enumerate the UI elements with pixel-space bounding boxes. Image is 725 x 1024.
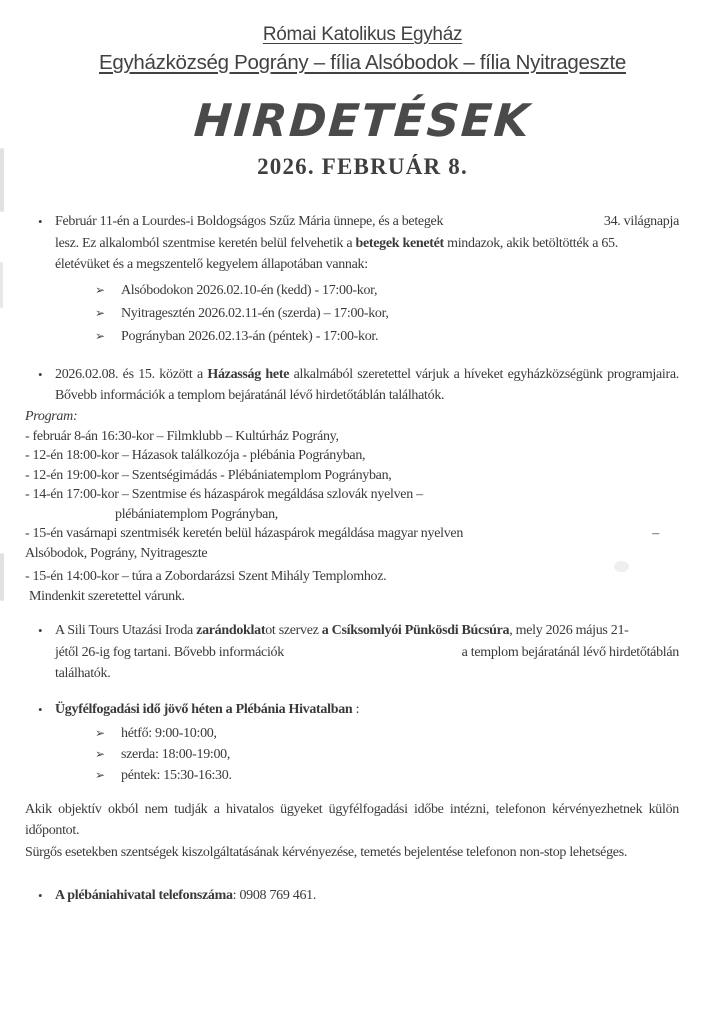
section-marriage-week	[25, 364, 679, 607]
text-run: ot szervez	[265, 623, 322, 638]
schedule-item-text: Nyitragesztén 2026.02.11-én (szerda) – 17:00-kor,	[121, 305, 389, 321]
arrow-bullet-icon: ➢	[95, 328, 105, 343]
program-line: Alsóbodok, Pográny, Nyitrageszte	[25, 545, 208, 561]
text-run: –	[652, 526, 659, 541]
program-line: plébániatemplom Pogrányban,	[115, 506, 278, 522]
program-line: - 12-én 18:00-kor – Házasok találkozója - plébánia Pogrányban,	[25, 448, 366, 463]
closing-notes	[25, 799, 679, 864]
text-run: lesz. Ez alkalomból szentmise keretén belül felvehetik a	[55, 235, 356, 251]
section-sick-day	[25, 211, 679, 348]
office-hours-item	[95, 765, 679, 786]
text-run: :	[352, 701, 360, 717]
phone-label: A plébániahivatal telefonszáma	[55, 888, 233, 903]
text-run: , mely 2026 május 21-	[509, 623, 629, 638]
text-run: jétől 26-ig fog tartani. Bővebb információk	[55, 644, 284, 660]
date-heading: 2026. FEBRUÁR 8.	[257, 154, 468, 179]
page-title: HIRDETÉSEK	[192, 94, 533, 147]
text-run-bold: a Csíksomlyói Pünkösdi Búcsúra	[321, 623, 510, 638]
schedule-item	[95, 325, 679, 348]
text-run: 2026.02.08. és 15. között a	[55, 366, 208, 382]
schedule-item-text: Pogrányban 2026.02.13-án (péntek) - 17:00-kor.	[121, 328, 379, 344]
section-pilgrimage	[25, 620, 679, 685]
document-body	[25, 211, 679, 907]
office-hours-item	[95, 744, 679, 765]
scan-artifact	[614, 561, 629, 572]
scan-artifact	[0, 148, 4, 212]
office-hours-text: szerda: 18:00-19:00,	[121, 746, 231, 762]
office-hours-text: hétfő: 9:00-10:00,	[121, 725, 217, 741]
office-hours-list	[95, 723, 679, 786]
text-run: alkalmából szeretettel várjuk a híveket egyházközségünk programjaira. Bővebb információk a templom bejáratánál lévő hirdetőtáblán találhatók.	[55, 366, 679, 403]
office-hours-item	[95, 723, 679, 744]
arrow-bullet-icon: ➢	[95, 767, 105, 782]
text-run-bold: betegek kenetét	[355, 235, 444, 251]
office-hours-heading	[55, 699, 679, 721]
note-paragraph: Sürgős esetekben szentségek kiszolgáltatásának kérvényezése, temetés bejelentése telefonon non-stop lehetséges.	[25, 844, 628, 860]
phone-number: : 0908 769 461.	[232, 888, 317, 903]
text-run-bold: Házasság hete	[207, 366, 290, 382]
program-line: - 15-én 14:00-kor – túra a Zobordarázsi Szent Mihály Templomhoz.	[25, 569, 387, 584]
bullet-icon: •	[38, 888, 43, 903]
arrow-bullet-icon: ➢	[95, 282, 105, 297]
program-line: - 14-én 17:00-kor – Szentmise és házaspárok megáldása szlovák nyelven –	[25, 487, 423, 502]
paragraph-line: életévüket és a megszentelő kegyelem állapotában vannak:	[55, 257, 368, 272]
parish-line: Egyházközség Pográny – fília Alsóbodok – fília Nyitrageszte	[99, 51, 626, 74]
text-run: A Sili Tours Utazási Iroda	[55, 623, 197, 638]
schedule-item	[95, 279, 679, 302]
paragraph-line: találhatók.	[55, 666, 111, 681]
bullet-icon: •	[38, 214, 43, 229]
schedule-list	[95, 279, 679, 348]
bullet-icon: •	[38, 701, 43, 717]
org-name: Római Katolikus Egyház	[262, 24, 463, 45]
paragraph-line	[55, 642, 679, 664]
paragraph	[55, 364, 679, 407]
paragraph-line	[55, 211, 679, 233]
phone-line	[55, 885, 679, 907]
text-run: 34. világnapja	[603, 214, 679, 229]
scan-artifact	[0, 553, 4, 601]
bullet-icon: •	[38, 623, 43, 638]
arrow-bullet-icon: ➢	[95, 746, 105, 761]
text-run: mindazok, akik betöltötték a 65.	[443, 235, 618, 251]
bullet-icon: •	[38, 366, 43, 382]
program-line: Mindenkit szeretettel várunk.	[29, 588, 185, 604]
text-run: Február 11-én a Lourdes-i Boldogságos Szűz Mária ünnepe, és a betegek	[55, 214, 444, 229]
schedule-item	[95, 302, 679, 325]
program-line: - 12-én 19:00-kor – Szentségimádás - Plébániatemplom Pogrányban,	[25, 467, 392, 483]
section-office-hours	[25, 699, 679, 786]
note-paragraph: Akik objektív okból nem tudják a hivatalos ügyeket ügyfélfogadási időbe intézni, telefonon kérvényezhetnek külön időpontot.	[25, 801, 679, 838]
paragraph-line	[55, 233, 679, 255]
text-run-bold: Ügyfélfogadási idő jövő héten a Plébánia Hivatalban	[55, 701, 353, 717]
arrow-bullet-icon: ➢	[95, 725, 105, 740]
schedule-item-text: Alsóbodokon 2026.02.10-én (kedd) - 17:00-kor,	[121, 282, 378, 298]
program-label: Program:	[25, 409, 78, 424]
text-run-bold: zarándoklat	[196, 623, 266, 638]
text-run: a templom bejáratánál lévő hirdetőtáblán	[461, 644, 679, 660]
text-run: - 15-én vasárnapi szentmisék keretén belül házaspárok megáldása magyar nyelven	[25, 526, 464, 541]
program-line: - február 8-án 16:30-kor – Filmklubb – Kultúrház Pográny,	[25, 428, 339, 444]
program-list	[25, 427, 679, 607]
arrow-bullet-icon: ➢	[95, 305, 105, 320]
program-line	[25, 524, 679, 544]
section-phone	[25, 885, 679, 907]
document-header	[0, 0, 725, 77]
scan-artifact	[0, 262, 3, 308]
office-hours-text: péntek: 15:30-16:30.	[121, 767, 232, 783]
paragraph-line	[55, 620, 679, 642]
